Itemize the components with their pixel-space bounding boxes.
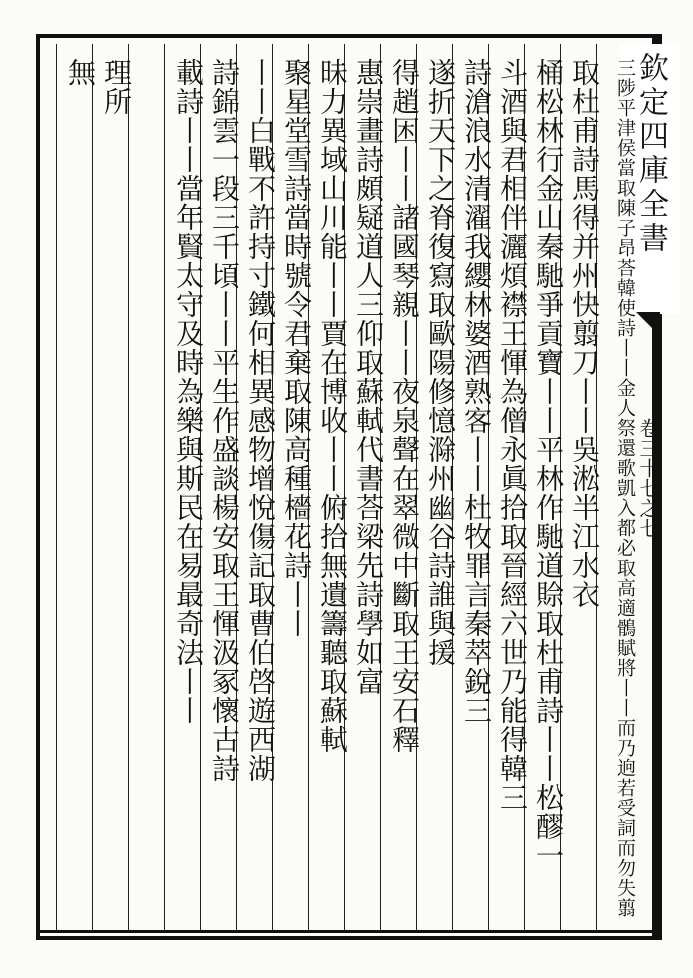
text-column-15: 無 — [64, 58, 97, 87]
text-column-14: 理所 — [100, 58, 133, 116]
column-rule — [164, 44, 165, 930]
text-column-13: 載詩丨丨當年賢太守及時為樂與斯民在易最奇法丨丨 — [172, 58, 205, 725]
text-column-9: 昧力異域山川能丨丨賈在博收丨丨俯拾無遺籌聽取蘇軾 — [316, 58, 349, 754]
text-column-11: 丨丨白戰不許持寸鐵何相異感物增悅傷記取曹伯啓遊西湖 — [244, 58, 277, 783]
fish-tail-mark — [636, 312, 660, 336]
bottom-rule — [36, 930, 656, 933]
column-rule — [56, 44, 57, 930]
text-column-1: 三陟平津侯當取陳子昂荅韓使詩丨丨金人祭還歌凱入都必取高適鶻賦將丨丨而乃逈若受詞而勿失翦 — [614, 58, 636, 918]
text-column-10: 聚星堂雪詩當時號令君棄取陳高種檣花詩丨丨 — [280, 58, 313, 638]
text-column-3: 桶松林行金山秦馳爭貢寶丨丨平林作馳道賒取杜甫詩丨丨松醪一 — [532, 58, 565, 870]
volume-label: 卷三十七之七 — [636, 418, 660, 538]
text-column-2: 取杜甫詩馬得并州快翦刀丨丨吳淞半江水衣 — [568, 58, 601, 609]
margin-title: 欽定四庫全書 — [633, 52, 668, 256]
text-column-6: 遂折天下之脊復寫取歐陽修憶滁州幽谷詩誰與援 — [424, 58, 457, 667]
text-column-4: 斗酒與君相伴灑煩襟王惲為僧永眞拾取晉經六世乃能得韓三 — [496, 58, 529, 812]
text-column-8: 惠崇畫詩頗疑道人三仰取蘇軾代書荅梁先詩學如富 — [352, 58, 385, 696]
text-column-7: 得趙困丨丨諸國琴親丨丨夜泉聲在翠微中斷取王安石釋 — [388, 58, 421, 754]
text-column-12: 詩錦雲一段三千頃丨丨平生作盛談楊安取王惲汲冢懷古詩 — [208, 58, 241, 783]
text-column-5: 詩滄浪水清濯我纓林婆酒熟客丨丨杜牧罪言秦萃銳三 — [460, 58, 493, 725]
